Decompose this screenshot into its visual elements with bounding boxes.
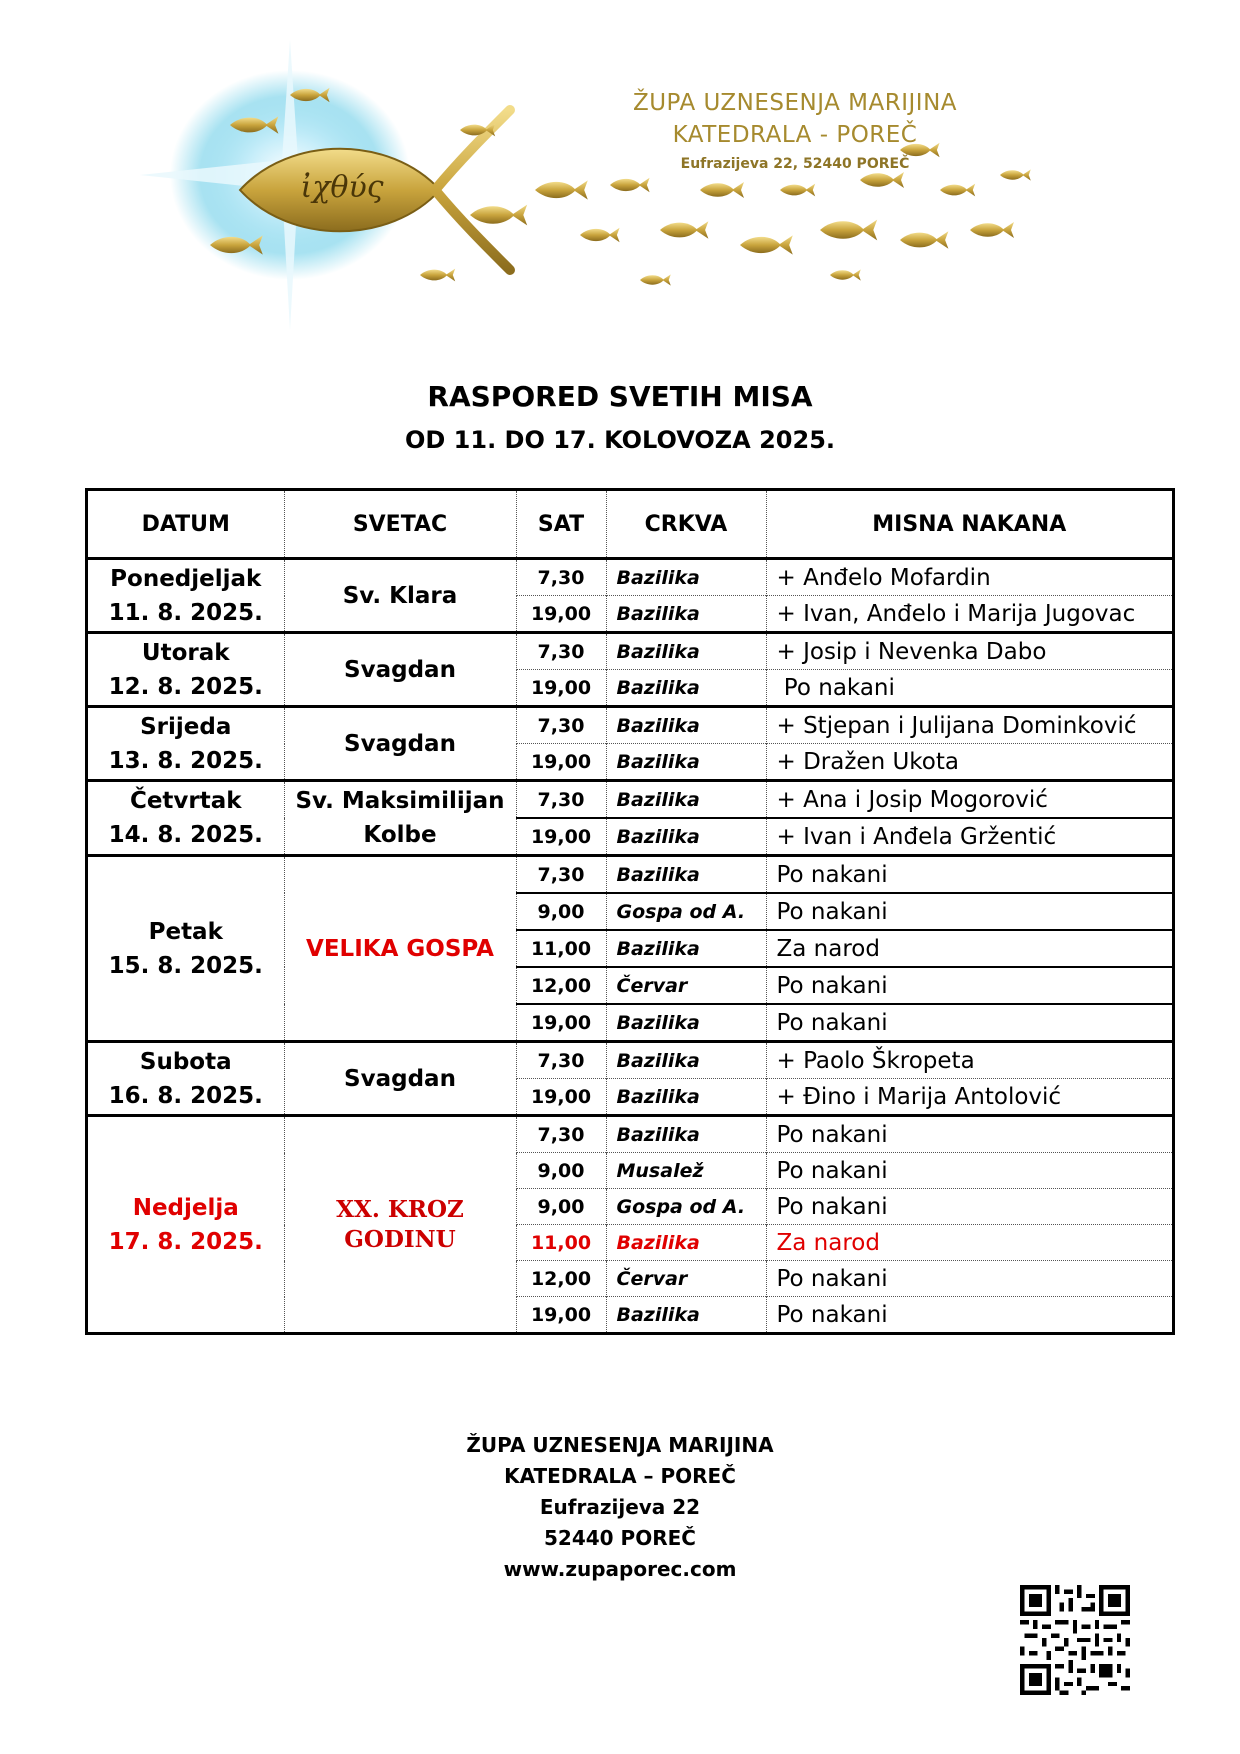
table-row — [88, 707, 1172, 744]
saint-cell: Svagdan — [284, 1042, 516, 1116]
table-row — [88, 781, 1172, 819]
intent-cell: + Stjepan i Julijana Dominković — [766, 707, 1172, 744]
intent-cell: Po nakani — [766, 1004, 1172, 1042]
church-cell: Bazilika — [606, 781, 766, 819]
header-crkva: CRKVA — [606, 491, 766, 559]
date-cell — [88, 781, 284, 856]
church-cell: Bazilika — [606, 856, 766, 894]
org-address: Eufrazijeva 22, 52440 POREČ — [680, 156, 910, 172]
intent-cell: Po nakani — [766, 967, 1172, 1004]
table-row — [88, 633, 1172, 670]
ichthys-fish-logo-icon — [140, 40, 1080, 330]
day-name: Četvrtak — [129, 788, 242, 814]
church-cell: Bazilika — [606, 1297, 766, 1333]
logo-text: ἰχθύς — [300, 170, 384, 205]
time-cell: 12,00 — [516, 967, 606, 1004]
time-cell: 19,00 — [516, 1004, 606, 1042]
intent-cell: + Ivan, Anđelo i Marija Jugovac — [766, 596, 1172, 633]
table-row — [88, 856, 1172, 894]
intent-cell: + Dražen Ukota — [766, 744, 1172, 781]
church-cell: Bazilika — [606, 744, 766, 781]
day-name: Utorak — [141, 639, 230, 666]
intent-cell: + Josip i Nevenka Dabo — [766, 633, 1172, 670]
day-date: 13. 8. 2025. — [108, 747, 263, 774]
time-cell: 7,30 — [516, 781, 606, 819]
date-cell — [88, 633, 284, 707]
time-cell: 7,30 — [516, 707, 606, 744]
church-cell: Bazilika — [606, 633, 766, 670]
org-name: ŽUPA UZNESENJA MARIJINA — [632, 90, 958, 116]
church-cell: Bazilika — [606, 707, 766, 744]
church-cell: Bazilika — [606, 1042, 766, 1079]
parish-logo — [140, 40, 1080, 330]
mass-schedule-table — [85, 488, 1175, 1335]
church-cell: Bazilika — [606, 1004, 766, 1042]
intent-cell: + Đino i Marija Antolović — [766, 1079, 1172, 1116]
intent-cell: + Ivan i Anđela Gržentić — [766, 818, 1172, 856]
time-cell: 11,00 — [516, 1225, 606, 1261]
saint-line1: XX. KROZ — [336, 1195, 464, 1223]
date-cell — [88, 707, 284, 781]
intent-cell: Za narod — [766, 1225, 1172, 1261]
church-cell: Gospa od A. — [606, 1189, 766, 1225]
footer-website-link[interactable]: www.zupaporec.com — [503, 1557, 737, 1581]
footer-street: Eufrazijeva 22 — [539, 1495, 701, 1519]
church-cell: Červar — [606, 1261, 766, 1297]
church-cell: Gospa od A. — [606, 893, 766, 930]
day-date: 11. 8. 2025. — [108, 599, 263, 626]
saint-cell — [284, 781, 516, 856]
date-cell — [88, 856, 284, 1042]
header-svetac: SVETAC — [284, 491, 516, 559]
intent-cell: Za narod — [766, 930, 1172, 967]
saint-line2: Kolbe — [363, 822, 437, 848]
time-cell: 9,00 — [516, 893, 606, 930]
saint-line1: Sv. Maksimilijan — [295, 788, 505, 814]
saint-line2: GODINU — [344, 1225, 456, 1253]
day-date: 16. 8. 2025. — [108, 1082, 263, 1109]
saint-cell: VELIKA GOSPA — [284, 856, 516, 1042]
saint-cell: Svagdan — [284, 633, 516, 707]
table-row — [88, 1042, 1172, 1079]
time-cell: 7,30 — [516, 1116, 606, 1153]
footer-address — [0, 1430, 1240, 1585]
day-date: 14. 8. 2025. — [108, 822, 263, 848]
church-cell: Musalež — [606, 1153, 766, 1189]
time-cell: 19,00 — [516, 818, 606, 856]
day-date: 12. 8. 2025. — [108, 673, 263, 700]
header-sat: SAT — [516, 491, 606, 559]
church-cell: Bazilika — [606, 596, 766, 633]
table-row — [88, 559, 1172, 596]
time-cell: 19,00 — [516, 744, 606, 781]
church-cell: Bazilika — [606, 670, 766, 707]
day-name: Nedjelja — [132, 1194, 239, 1221]
time-cell: 11,00 — [516, 930, 606, 967]
church-cell: Červar — [606, 967, 766, 1004]
page-title: RASPORED SVETIH MISA — [427, 380, 813, 413]
time-cell: 7,30 — [516, 856, 606, 894]
date-cell — [88, 559, 284, 633]
day-date: 17. 8. 2025. — [108, 1228, 263, 1255]
day-name: Petak — [148, 918, 223, 945]
footer-suborg: KATEDRALA – POREČ — [504, 1464, 736, 1488]
time-cell: 19,00 — [516, 670, 606, 707]
day-name: Ponedjeljak — [110, 565, 262, 592]
church-cell: Bazilika — [606, 1116, 766, 1153]
saint-cell: Svagdan — [284, 707, 516, 781]
church-cell: Bazilika — [606, 1079, 766, 1116]
footer-org: ŽUPA UZNESENJA MARIJINA — [466, 1433, 774, 1457]
intent-cell: Po nakani — [766, 893, 1172, 930]
table-row — [88, 1116, 1172, 1153]
day-date: 15. 8. 2025. — [108, 952, 263, 979]
intent-cell: + Paolo Škropeta — [766, 1042, 1172, 1079]
intent-cell: Po nakani — [766, 1116, 1172, 1153]
date-cell — [88, 1042, 284, 1116]
footer-city: 52440 POREČ — [544, 1526, 696, 1550]
time-cell: 7,30 — [516, 559, 606, 596]
intent-cell: Po nakani — [766, 670, 1172, 707]
day-name: Srijeda — [140, 713, 232, 740]
time-cell: 19,00 — [516, 596, 606, 633]
intent-cell: Po nakani — [766, 1153, 1172, 1189]
church-cell: Bazilika — [606, 559, 766, 596]
header-misna-nakana: MISNA NAKANA — [766, 491, 1172, 559]
time-cell: 7,30 — [516, 1042, 606, 1079]
time-cell: 19,00 — [516, 1079, 606, 1116]
time-cell: 9,00 — [516, 1189, 606, 1225]
church-cell: Bazilika — [606, 818, 766, 856]
page-subtitle: OD 11. DO 17. KOLOVOZA 2025. — [404, 426, 836, 454]
time-cell: 12,00 — [516, 1261, 606, 1297]
table-header-row — [88, 491, 1172, 559]
intent-cell: Po nakani — [766, 856, 1172, 894]
intent-cell: Po nakani — [766, 1297, 1172, 1333]
time-cell: 7,30 — [516, 633, 606, 670]
intent-cell: Po nakani — [766, 1261, 1172, 1297]
time-cell: 9,00 — [516, 1153, 606, 1189]
saint-cell — [284, 1116, 516, 1333]
qr-code-icon — [1020, 1585, 1130, 1695]
church-cell: Bazilika — [606, 930, 766, 967]
church-cell: Bazilika — [606, 1225, 766, 1261]
date-cell — [88, 1116, 284, 1333]
intent-cell: + Ana i Josip Mogorović — [766, 781, 1172, 819]
header-datum: DATUM — [88, 491, 284, 559]
saint-cell: Sv. Klara — [284, 559, 516, 633]
time-cell: 19,00 — [516, 1297, 606, 1333]
day-name: Subota — [139, 1048, 232, 1075]
intent-cell: + Anđelo Mofardin — [766, 559, 1172, 596]
intent-cell: Po nakani — [766, 1189, 1172, 1225]
org-subname: KATEDRALA - POREČ — [672, 122, 918, 148]
